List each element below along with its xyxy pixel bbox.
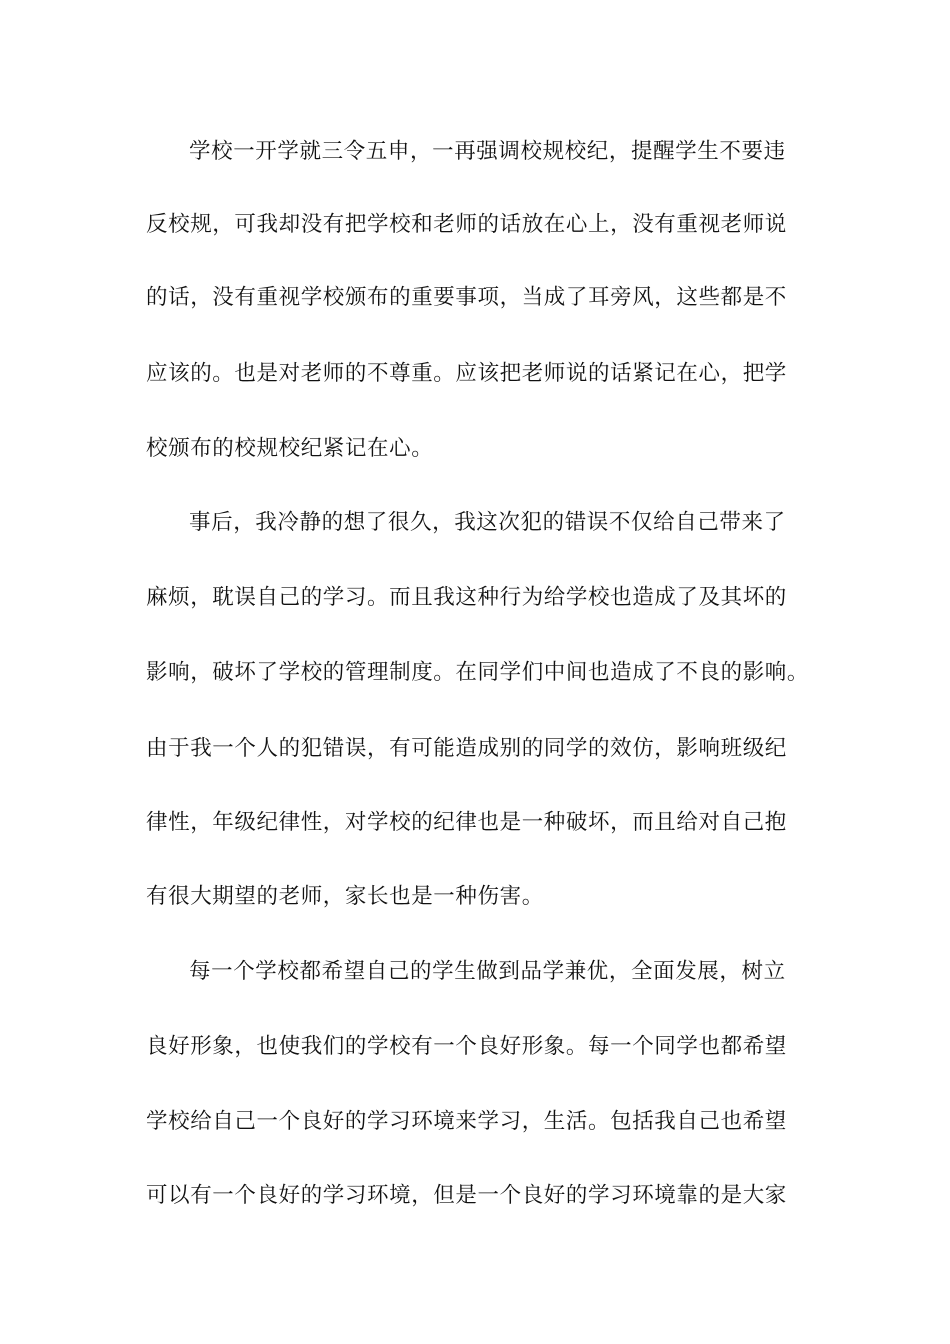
paragraph-2-line-6: 有很大期望的老师，家长也是一种伤害。 — [146, 884, 544, 909]
paragraph-3-line-4: 可以有一个良好的学习环境，但是一个良好的学习环境靠的是大家 — [146, 1183, 787, 1208]
paragraph-1-line-1: 学校一开学就三令五申，一再强调校规校纪，提醒学生不要违 — [189, 139, 786, 164]
paragraph-2-line-4: 由于我一个人的犯错误，有可能造成别的同学的效仿，影响班级纪 — [146, 736, 787, 761]
paragraph-2-line-3: 影响，破坏了学校的管理制度。在同学们中间也造成了不良的影响。 — [146, 660, 810, 685]
paragraph-1-line-5: 校颁布的校规校纪紧记在心。 — [146, 436, 434, 461]
paragraph-2-line-1: 事后，我冷静的想了很久，我这次犯的错误不仅给自己带来了 — [189, 510, 786, 535]
paragraph-1-line-2: 反校规，可我却没有把学校和老师的话放在心上，没有重视老师说 — [146, 212, 787, 237]
paragraph-1-line-3: 的话，没有重视学校颁布的重要事项，当成了耳旁风，这些都是不 — [146, 285, 787, 310]
paragraph-3-line-3: 学校给自己一个良好的学习环境来学习，生活。包括我自己也希望 — [146, 1109, 787, 1134]
paragraph-2-line-2: 麻烦，耽误自己的学习。而且我这种行为给学校也造成了及其坏的 — [146, 585, 787, 610]
paragraph-1-line-4: 应该的。也是对老师的不尊重。应该把老师说的话紧记在心，把学 — [146, 361, 787, 386]
paragraph-3-line-1: 每一个学校都希望自己的学生做到品学兼优，全面发展，树立 — [189, 959, 786, 984]
paragraph-2-line-5: 律性，年级纪律性，对学校的纪律也是一种破坏，而且给对自己抱 — [146, 810, 787, 835]
paragraph-3-line-2: 良好形象，也使我们的学校有一个良好形象。每一个同学也都希望 — [146, 1034, 787, 1059]
